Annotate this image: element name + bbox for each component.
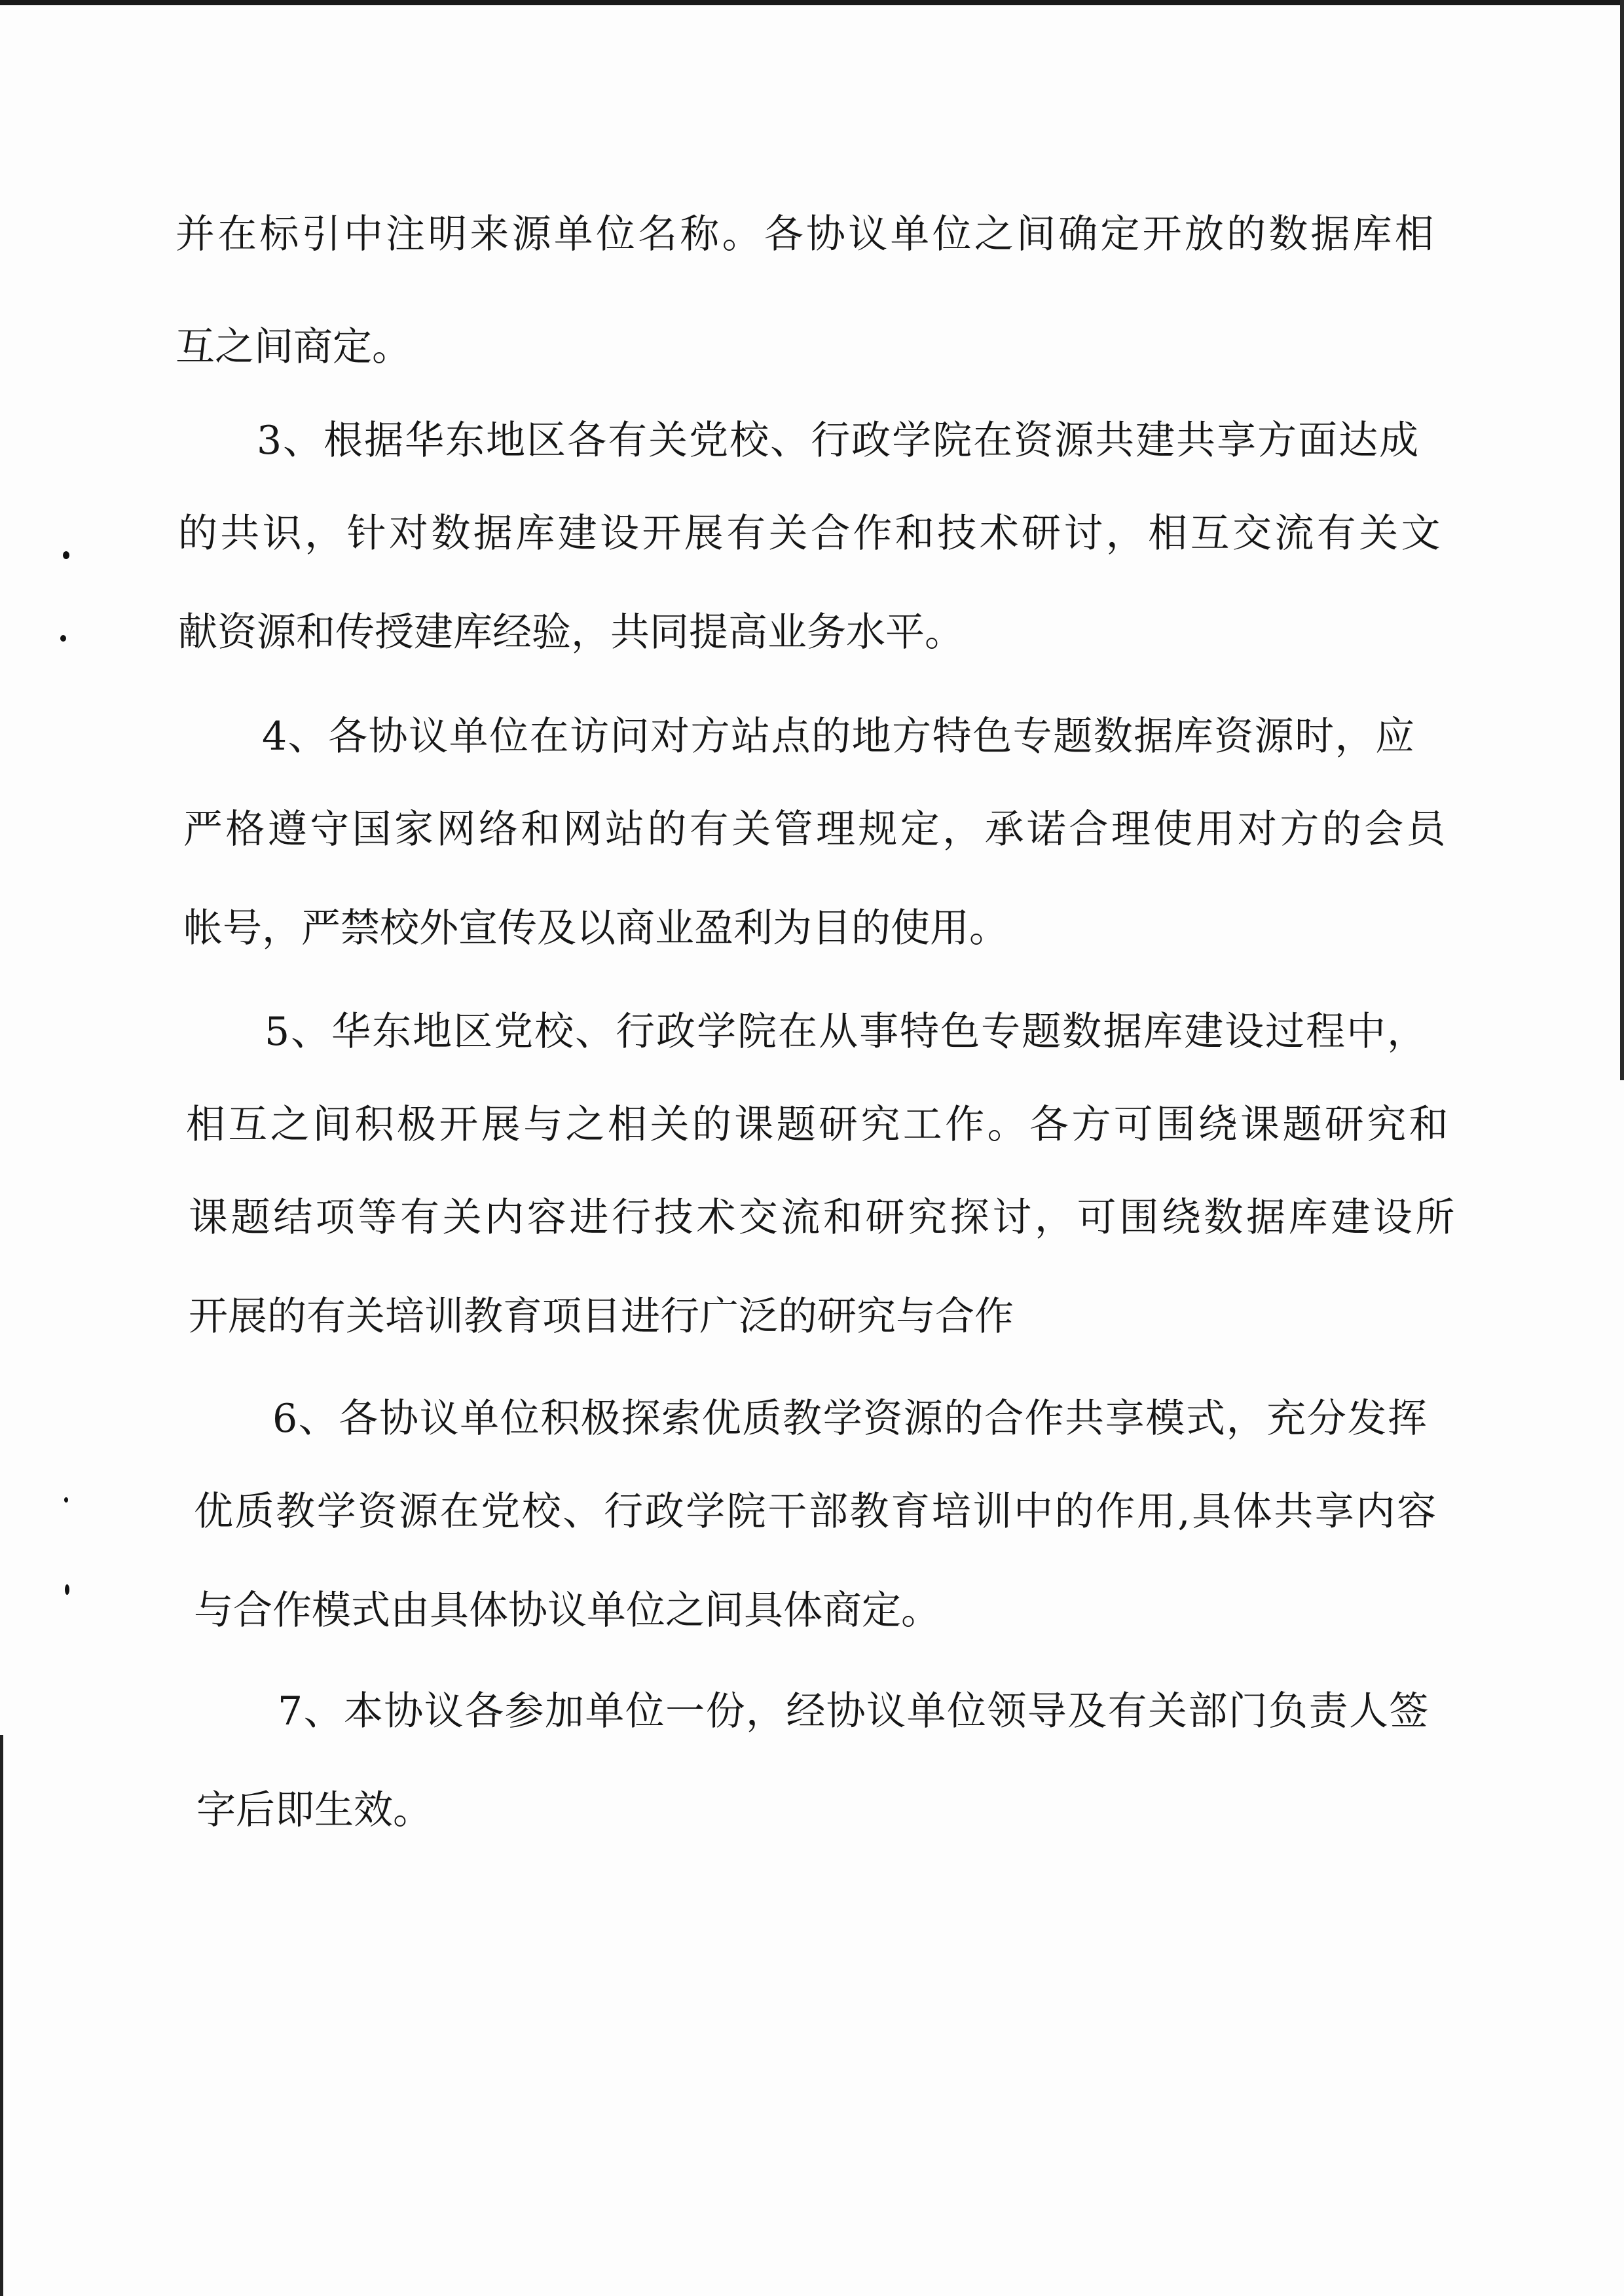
scan-edge-left — [0, 1735, 3, 2296]
paragraph-6-line: 优质教学资源在党校、行政学院干部教育培训中的作用,具体共享内容 — [194, 1489, 1438, 1535]
body-line: 互之间商定。 — [175, 324, 411, 370]
paragraph-4-line: 帐号，严禁校外宣传及以商业盈利为目的使用。 — [183, 905, 1008, 951]
paragraph-3-line: 3、根据华东地区各有关党校、行政学院在资源共建共享方面达成 — [257, 418, 1420, 464]
paragraph-5-line: 相互之间积极开展与之相关的课题研究工作。各方可围绕课题研究和 — [186, 1102, 1451, 1148]
paragraph-7-line: 7、本协议各参加单位一份，经协议单位领导及有关部门负责人签 — [278, 1688, 1430, 1734]
binding-mark — [65, 1584, 69, 1595]
binding-mark — [60, 635, 66, 642]
paragraph-7-line: 字后即生效。 — [196, 1787, 432, 1833]
paragraph-5-line: 5、华东地区党校、行政学院在从事特色专题数据库建设过程中， — [265, 1009, 1428, 1055]
paragraph-6-line: 与合作模式由具体协议单位之间具体商定。 — [194, 1588, 940, 1633]
paragraph-6-line: 6、各协议单位积极探索优质教学资源的合作共享模式，充分发挥 — [272, 1396, 1428, 1442]
body-line: 并在标引中注明来源单位名称。各协议单位之间确定开放的数据库相 — [175, 211, 1437, 257]
scan-edge-right — [1620, 0, 1624, 1080]
paragraph-4-line: 严格遵守国家网络和网站的有关管理规定，承诺合理使用对方的会员 — [183, 807, 1449, 852]
binding-mark — [63, 551, 69, 559]
scan-edge-top — [0, 0, 1624, 5]
binding-mark — [64, 1497, 68, 1503]
paragraph-5-line: 开展的有关培训教育项目进行广泛的研究与合作 — [189, 1294, 1014, 1339]
paragraph-3-line: 献资源和传授建库经验，共同提高业务水平。 — [178, 610, 964, 655]
paragraph-4-line: 4、各协议单位在访问对方站点的地方特色专题数据库资源时，应 — [262, 714, 1416, 759]
paragraph-5-line: 课题结项等有关内容进行技术交流和研究探讨，可围绕数据库建设所 — [189, 1195, 1458, 1241]
paragraph-3-line: 的共识，针对数据库建设开展有关合作和技术研讨，相互交流有关文 — [178, 511, 1443, 556]
